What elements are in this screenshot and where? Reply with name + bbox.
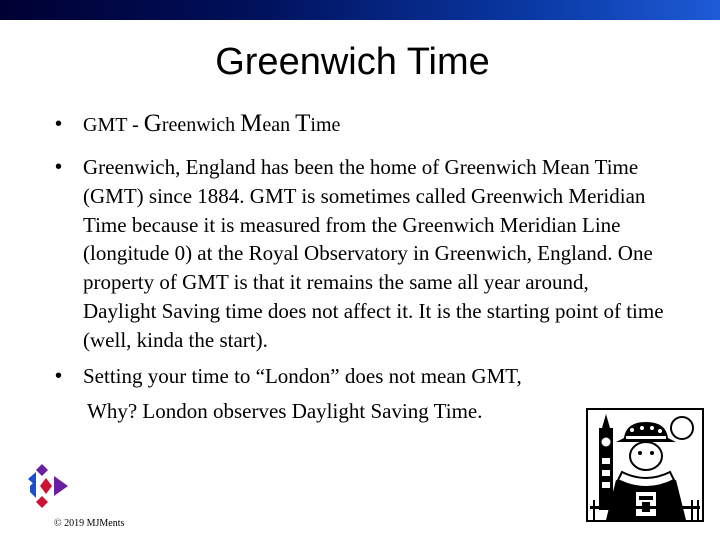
word-ime: ime [310, 114, 341, 136]
top-banner-bar [0, 0, 720, 20]
slide-title: Greenwich Time [215, 41, 490, 83]
word-reenwich: reenwich [161, 114, 241, 136]
bullet-gmt-definition [55, 108, 665, 141]
bullet-list [55, 108, 665, 426]
word-ean: ean [262, 114, 296, 136]
letter-m: M [240, 110, 263, 137]
copyright-notice: © 2019 MJMents [54, 518, 125, 529]
letter-g: G [143, 110, 162, 137]
bullet-london-line2: Why? London observes Daylight Saving Time. [87, 398, 483, 423]
bullet-gmt-prefix: GMT - [83, 114, 144, 136]
bullet-london [55, 361, 665, 426]
bullet-london-line1: Setting your time to “London” does not mean GMT, [83, 363, 522, 388]
bullet-history: • Greenwich, England has been the home of Greenwich Mean Time (GMT) since 1884. GMT is sometimes called Greenwich Meridian Time because it is measured from the Greenwich Meridian Line (longitude 0) at the Royal Observatory in Greenwich, England. One property of GMT is that it remains the same all year around, Daylight Saving time does not affect it. It is the starting point of time (well, kinda the start). [55, 153, 665, 355]
diamond-arrows-logo-icon [24, 462, 74, 510]
beefeater-big-ben-clipart-icon [586, 408, 704, 522]
letter-t: T [295, 110, 311, 137]
